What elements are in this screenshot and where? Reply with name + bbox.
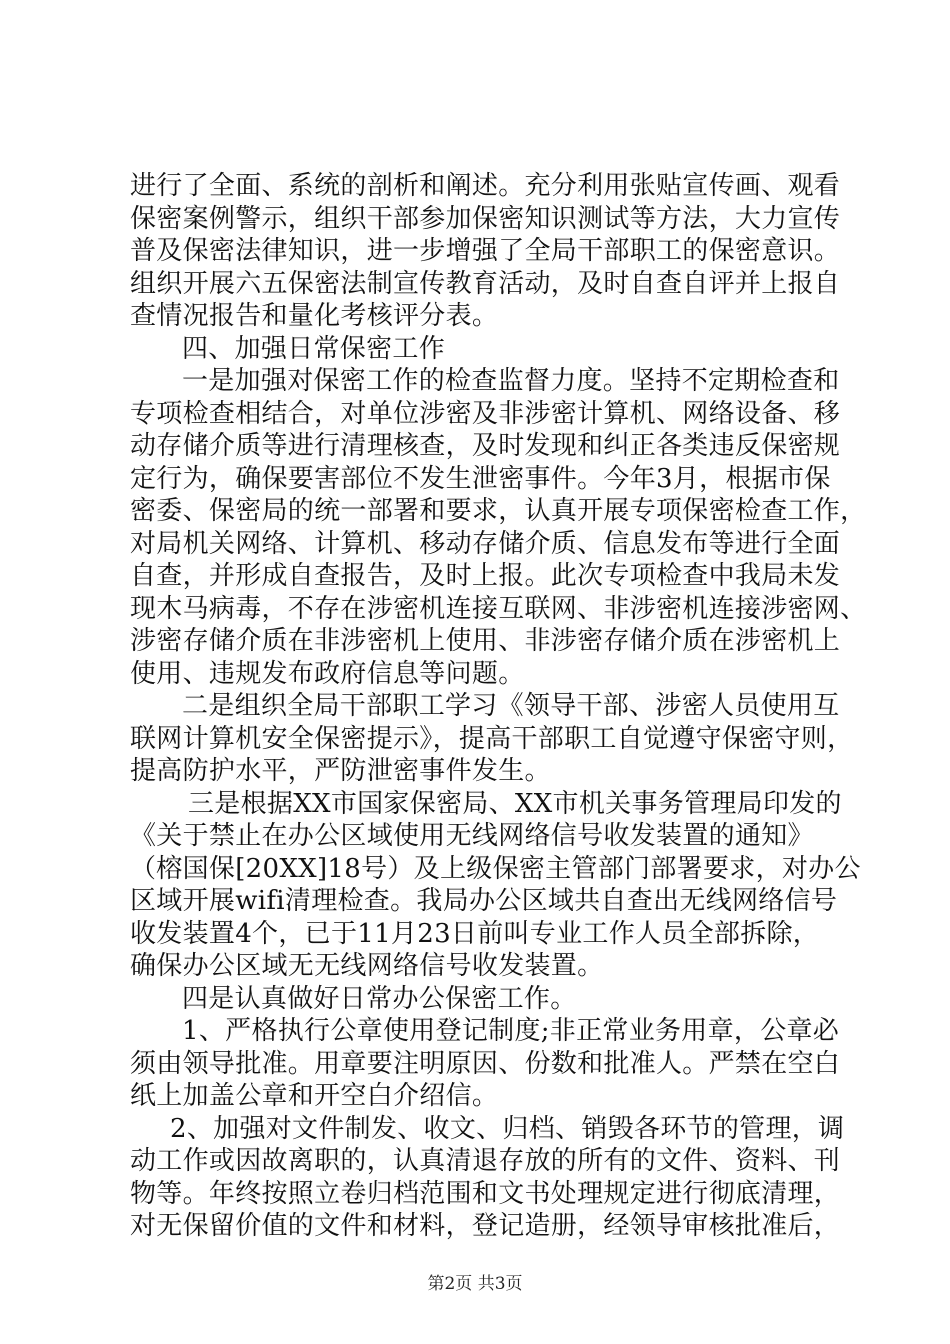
text-line: 区域开展wifi清理检查。我局办公区域共自查出无线网络信号 [130,886,838,916]
text-line: 进行了全面、系统的剖析和阐述。充分利用张贴宣传画、观看 [130,171,841,201]
text-line: 三是根据XX市国家保密局、XX市机关事务管理局印发的 [188,788,842,819]
text-line: 自查，并形成自查报告，及时上报。此次专项检查中我局未发 [130,561,841,591]
text-line: 1、严格执行公章使用登记制度;非正常业务用章，公章必 [182,1016,840,1046]
text-line: 动工作或因故离职的，认真清退存放的所有的文件、资料、刊 [130,1146,841,1176]
text-line: 2、加强对文件制发、收文、归档、销毁各环节的管理，调 [170,1113,845,1144]
text-line: 普及保密法律知识，进一步增强了全局干部职工的保密意识。 [130,236,841,266]
text-line: 动存储介质等进行清理核查，及时发现和纠正各类违反保密规 [130,431,841,461]
page-number-footer: 第2页 共3页 [427,1274,523,1294]
text-line: 二是组织全局干部职工学习《领导干部、涉密人员使用互 [182,691,840,721]
text-line: 联网计算机安全保密提示》，提高干部职工自觉遵守保密守则， [130,723,854,754]
text-line: 涉密存储介质在非涉密机上使用、非涉密存储介质在涉密机上 [130,626,841,656]
text-line: 组织开展六五保密法制宣传教育活动，及时自查自评并上报自 [130,268,841,299]
text-line: 专项检查相结合，对单位涉密及非涉密计算机、网络设备、移 [130,398,841,429]
text-line: 对无保留价值的文件和材料，登记造册，经领导审核批准后， [130,1211,841,1241]
text-line: （榕国保[20XX]18号）及上级保密主管部门部署要求，对办公 [130,853,861,884]
text-line: 定行为，确保要害部位不发生泄密事件。今年3月，根据市保 [130,463,831,494]
text-line: 须由领导批准。用章要注明原因、份数和批准人。严禁在空白 [130,1048,841,1079]
document-body [130,170,867,1243]
text-line: 查情况报告和量化考核评分表。 [130,301,499,331]
section-heading: 四、加强日常保密工作 [182,333,446,364]
text-line: 保密案例警示，组织干部参加保密知识测试等方法，大力宣传 [130,203,841,234]
text-line: 对局机关网络、计算机、移动存储介质、信息发布等进行全面 [130,528,841,559]
text-line: 密委、保密局的统一部署和要求，认真开展专项保密检查工作， [130,496,867,526]
text-line: 使用、违规发布政府信息等问题。 [130,658,525,689]
text-line: 现木马病毒，不存在涉密机连接互联网、非涉密机连接涉密网、 [130,593,867,624]
text-line: 物等。年终按照立卷归档范围和文书处理规定进行彻底清理， [130,1178,841,1209]
text-line: 四是认真做好日常办公保密工作。 [182,983,577,1014]
text-line: 确保办公区域无无线网络信号收发装置。 [130,951,604,981]
text-line: 一是加强对保密工作的检查监督力度。坚持不定期检查和 [182,366,840,396]
text-line: 提高防护水平，严防泄密事件发生。 [130,756,551,786]
text-line: 纸上加盖公章和开空白介绍信。 [130,1081,499,1111]
text-line: 《关于禁止在办公区域使用无线网络信号收发装置的通知》 [130,821,814,851]
text-line: 收发装置4个，已于11月23日前叫专业工作人员全部拆除， [130,918,820,949]
